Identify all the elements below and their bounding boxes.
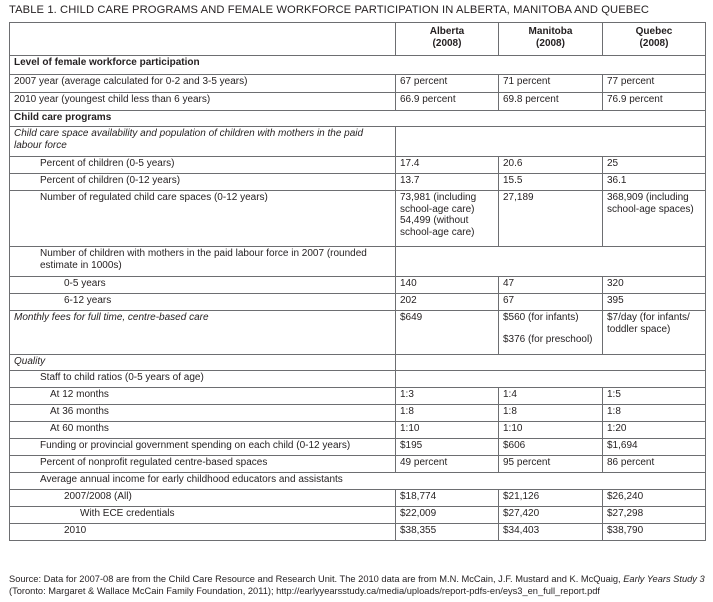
row-label: Monthly fees for full time, centre-based care <box>10 311 396 355</box>
cell-manitoba: 27,189 <box>499 191 603 247</box>
cell-quebec: 77 percent <box>603 75 706 93</box>
row-label: At 36 months <box>10 405 396 422</box>
cell-quebec: 1:8 <box>603 405 706 422</box>
cell-quebec: $38,790 <box>603 524 706 541</box>
source-text: Source: Data for 2007-08 are from the Child Care Resource and Research Unit. The 2010 data are from M.N. McCain, J.F. Mustard and K. McQuaig, <box>9 574 624 584</box>
cell-quebec: 1:5 <box>603 388 706 405</box>
cell-manitoba: 95 percent <box>499 456 603 473</box>
table-row <box>10 75 706 93</box>
row-label: Percent of children (0-12 years) <box>10 174 396 191</box>
header-row <box>10 23 706 56</box>
cell-alberta: 202 <box>396 294 499 311</box>
row-label: 6-12 years <box>10 294 396 311</box>
table-row <box>10 157 706 174</box>
row-label: 2010 <box>10 524 396 541</box>
cell-quebec: $26,240 <box>603 490 706 507</box>
subsection-row <box>10 127 706 157</box>
row-label: 2010 year (youngest child less than 6 years) <box>10 93 396 111</box>
cell-quebec: $1,694 <box>603 439 706 456</box>
cell-alberta: $38,355 <box>396 524 499 541</box>
table-row <box>10 456 706 473</box>
cell-manitoba: 1:4 <box>499 388 603 405</box>
section-row <box>10 111 706 127</box>
cell-alberta: 1:3 <box>396 388 499 405</box>
table-row <box>10 371 706 388</box>
row-label: At 12 months <box>10 388 396 405</box>
cell-manitoba: 20.6 <box>499 157 603 174</box>
row-label: At 60 months <box>10 422 396 439</box>
cell-quebec: 76.9 percent <box>603 93 706 111</box>
cell-quebec: 25 <box>603 157 706 174</box>
cell-alberta: 1:8 <box>396 405 499 422</box>
cell-quebec: 1:20 <box>603 422 706 439</box>
cell-quebec: 395 <box>603 294 706 311</box>
table-row <box>10 311 706 355</box>
cell-manitoba: 15.5 <box>499 174 603 191</box>
cell-alberta: $22,009 <box>396 507 499 524</box>
row-label: 0-5 years <box>10 277 396 294</box>
row-label: 2007/2008 (All) <box>10 490 396 507</box>
cell-quebec: $7/day (for infants/ toddler space) <box>603 311 706 355</box>
section-row <box>10 56 706 75</box>
header-manitoba: Manitoba (2008) <box>499 23 603 56</box>
cell-manitoba: 1:8 <box>499 405 603 422</box>
cell-manitoba: $606 <box>499 439 603 456</box>
table-row <box>10 405 706 422</box>
empty-cell <box>396 127 706 157</box>
data-table <box>9 22 706 541</box>
cell-manitoba: $27,420 <box>499 507 603 524</box>
cell-alberta: 73,981 (including school-age care) 54,499 (without school-age care) <box>396 191 499 247</box>
section-quality: Quality <box>10 355 396 371</box>
row-label: Staff to child ratios (0-5 years of age) <box>10 371 396 388</box>
source-book-title: Early Years Study 3 <box>623 574 705 584</box>
header-quebec: Quebec (2008) <box>603 23 706 56</box>
table-row <box>10 277 706 294</box>
row-label: Percent of children (0-5 years) <box>10 157 396 174</box>
cell-quebec: 86 percent <box>603 456 706 473</box>
row-label: Funding or provincial government spending on each child (0-12 years) <box>10 439 396 456</box>
row-label: Number of regulated child care spaces (0-12 years) <box>10 191 396 247</box>
cell-manitoba: 1:10 <box>499 422 603 439</box>
cell-quebec: 320 <box>603 277 706 294</box>
empty-cell <box>396 355 706 371</box>
cell-quebec: $27,298 <box>603 507 706 524</box>
row-label: 2007 year (average calculated for 0-2 and 3-5 years) <box>10 75 396 93</box>
cell-manitoba: $21,126 <box>499 490 603 507</box>
table-row <box>10 247 706 277</box>
cell-manitoba <box>499 311 603 355</box>
table-row <box>10 422 706 439</box>
cell-quebec: 368,909 (including school-age spaces) <box>603 191 706 247</box>
cell-alberta: 67 percent <box>396 75 499 93</box>
table-row <box>10 174 706 191</box>
fee-preschool: $376 (for preschool) <box>503 333 593 345</box>
cell-manitoba: 71 percent <box>499 75 603 93</box>
table-row <box>10 191 706 247</box>
source-text-end: (Toronto: Margaret & Wallace McCain Family Foundation, 2011); http://earlyyearsstudy.ca/media/uploads/report-pdfs-en/eys3_en_full_report.pdf <box>9 585 600 596</box>
cell-alberta: 13.7 <box>396 174 499 191</box>
table-row <box>10 388 706 405</box>
row-label: With ECE credentials <box>10 507 396 524</box>
fee-infants: $560 (for infants) <box>503 312 579 323</box>
table-row <box>10 93 706 111</box>
section-child-care: Child care programs <box>10 111 706 127</box>
table-row <box>10 524 706 541</box>
cell-alberta: $18,774 <box>396 490 499 507</box>
table-row <box>10 294 706 311</box>
cell-alberta: 1:10 <box>396 422 499 439</box>
source-note <box>9 574 709 597</box>
section-female-participation: Level of female workforce participation <box>10 56 706 75</box>
table-title: TABLE 1. CHILD CARE PROGRAMS AND FEMALE WORKFORCE PARTICIPATION IN ALBERTA, MANITOBA AND QUEBEC <box>9 4 650 16</box>
empty-cell <box>396 247 706 277</box>
table-row <box>10 439 706 456</box>
row-label: Percent of nonprofit regulated centre-based spaces <box>10 456 396 473</box>
header-alberta: Alberta (2008) <box>396 23 499 56</box>
cell-alberta: 66.9 percent <box>396 93 499 111</box>
table-row <box>10 507 706 524</box>
row-label: Number of children with mothers in the paid labour force in 2007 (rounded estimate in 1000s) <box>10 247 396 277</box>
table-row <box>10 473 706 490</box>
cell-manitoba: 69.8 percent <box>499 93 603 111</box>
cell-quebec: 36.1 <box>603 174 706 191</box>
section-row <box>10 355 706 371</box>
cell-alberta: $195 <box>396 439 499 456</box>
row-label: Average annual income for early childhood educators and assistants <box>10 473 706 490</box>
cell-manitoba: $34,403 <box>499 524 603 541</box>
cell-manitoba: 67 <box>499 294 603 311</box>
cell-alberta: $649 <box>396 311 499 355</box>
cell-manitoba: 47 <box>499 277 603 294</box>
cell-alberta: 17.4 <box>396 157 499 174</box>
cell-alberta: 140 <box>396 277 499 294</box>
subsection-space-availability: Child care space availability and population of children with mothers in the paid labour force <box>10 127 396 157</box>
cell-alberta: 49 percent <box>396 456 499 473</box>
header-blank <box>10 23 396 56</box>
table-row <box>10 490 706 507</box>
empty-cell <box>396 371 706 388</box>
